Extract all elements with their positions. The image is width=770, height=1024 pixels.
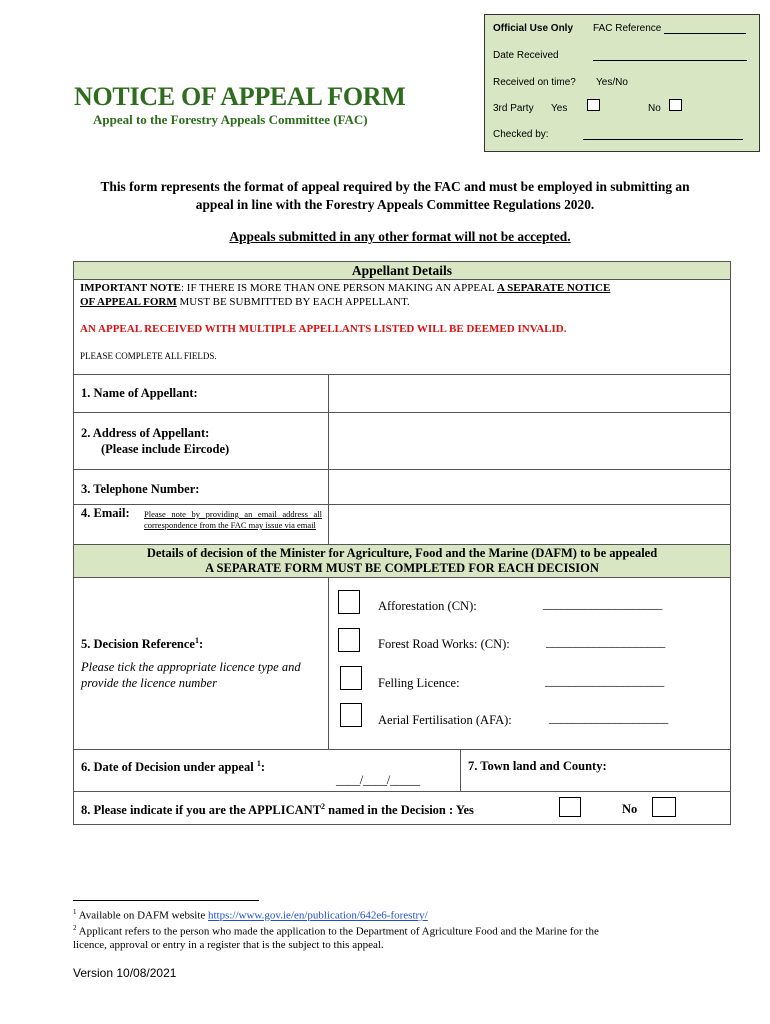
- felling-licence-number-field[interactable]: ____________________: [545, 674, 665, 688]
- townland-county-label: 7. Town land and County:: [468, 759, 607, 773]
- address-input[interactable]: [330, 413, 730, 469]
- page-title: NOTICE OF APPEAL FORM: [74, 82, 406, 111]
- telephone-input[interactable]: [330, 470, 730, 504]
- checked-by-field[interactable]: [583, 129, 743, 140]
- aerial-fertilisation-checkbox[interactable]: [340, 703, 362, 727]
- intro-text: This form represents the format of appeal required by the FAC and must be employed in submitting an appeal in line with the Forestry Appeals Committee Regulations 2020.: [100, 179, 690, 212]
- checked-by-label: Checked by:: [493, 129, 549, 140]
- decision-date-label: 6. Date of Decision under appeal $^1$:: [81, 759, 265, 775]
- footnote-divider: [73, 900, 259, 901]
- version-label: Version 10/08/2021: [73, 966, 177, 980]
- footnote-2: $^2$ Applicant refers to the person who made the application to the Department of Agriculture Food and the Marine for the: [73, 924, 599, 938]
- appellant-details-heading: Appellant Details: [74, 262, 730, 279]
- format-warning: Appeals submitted in any other format will not be accepted.: [229, 229, 571, 244]
- date-received-field[interactable]: [593, 50, 747, 61]
- page-subtitle: Appeal to the Forestry Appeals Committee (FAC): [93, 112, 368, 127]
- applicant-no-checkbox[interactable]: [652, 797, 676, 817]
- third-party-label: 3rd Party: [493, 103, 534, 114]
- telephone-label: 3. Telephone Number:: [81, 482, 200, 496]
- afforestation-number-field[interactable]: ____________________: [543, 597, 663, 611]
- dafm-website-link[interactable]: https://www.gov.ie/en/publication/642e6-forestry/: [207, 909, 428, 922]
- address-label: 2. Address of Appellant:: [81, 426, 210, 440]
- fac-reference-label: FAC Reference: [593, 23, 746, 34]
- fac-reference-field[interactable]: [664, 24, 746, 34]
- third-party-no-checkbox[interactable]: [669, 99, 682, 111]
- afforestation-checkbox[interactable]: [338, 590, 360, 614]
- third-party-no-label: No: [648, 103, 661, 114]
- decision-details-heading: Details of decision of the Minister for Agriculture, Food and the Marine (DAFM) to be appealed A SEPARATE FORM MUST BE COMPLETED FOR EACH DECISION: [74, 545, 730, 577]
- footnote-2-cont: licence, approval or entry in a register that is the subject to this appeal.: [73, 939, 384, 951]
- email-label: 4. Email:: [81, 506, 130, 520]
- third-party-yes-checkbox[interactable]: [587, 99, 600, 111]
- complete-all-fields: PLEASE COMPLETE ALL FIELDS.: [80, 351, 217, 361]
- applicant-yes-checkbox[interactable]: [559, 797, 581, 817]
- important-note: IMPORTANT NOTE: IF THERE IS MORE THAN ONE PERSON MAKING AN APPEAL A SEPARATE NOTICE OF APPEAL FORM MUST BE SUBMITTED BY EACH APPELLANT.: [80, 282, 611, 308]
- afforestation-label: Afforestation (CN):: [378, 599, 477, 613]
- received-on-time-label: Received on time?: [493, 77, 576, 88]
- address-eircode-hint: (Please include Eircode): [101, 442, 230, 456]
- name-label: 1. Name of Appellant:: [81, 386, 198, 400]
- name-input[interactable]: [330, 375, 730, 412]
- official-use-label: Official Use Only: [493, 23, 574, 34]
- received-on-time-value: Yes/No: [596, 77, 628, 88]
- forest-road-works-label: Forest Road Works: (CN):: [378, 637, 510, 651]
- decision-date-field[interactable]: ____/____/_____: [336, 773, 420, 787]
- aerial-fertilisation-label: Aerial Fertilisation (AFA):: [378, 713, 512, 727]
- felling-licence-checkbox[interactable]: [340, 666, 362, 690]
- forest-road-works-number-field[interactable]: ____________________: [546, 635, 666, 649]
- felling-licence-label: Felling Licence:: [378, 676, 460, 690]
- decision-reference-label: 5. Decision Reference$^1$:: [81, 636, 204, 652]
- third-party-yes-label: Yes: [551, 103, 568, 114]
- email-input[interactable]: [330, 505, 730, 545]
- invalid-warning: AN APPEAL RECEIVED WITH MULTIPLE APPELLANTS LISTED WILL BE DEEMED INVALID.: [80, 323, 567, 335]
- official-use-box: [484, 14, 760, 152]
- forest-road-works-checkbox[interactable]: [338, 628, 360, 652]
- footnote-1: $^1$ Available on DAFM website https://www.gov.ie/en/publication/642e6-forestry/: [73, 908, 428, 922]
- appeal-form: [73, 261, 731, 825]
- date-received-label: Date Received: [493, 50, 559, 61]
- email-note: Please note by providing an email address all correspondence from the FAC may issue via email: [144, 509, 322, 530]
- applicant-no-label: No: [622, 802, 638, 816]
- applicant-question: 8. Please indicate if you are the APPLICANT$^2$ named in the Decision : Yes: [81, 802, 474, 818]
- aerial-fertilisation-number-field[interactable]: ____________________: [549, 711, 669, 725]
- townland-county-input[interactable]: [462, 774, 730, 791]
- decision-reference-help: Please tick the appropriate licence type and provide the licence number: [81, 660, 301, 690]
